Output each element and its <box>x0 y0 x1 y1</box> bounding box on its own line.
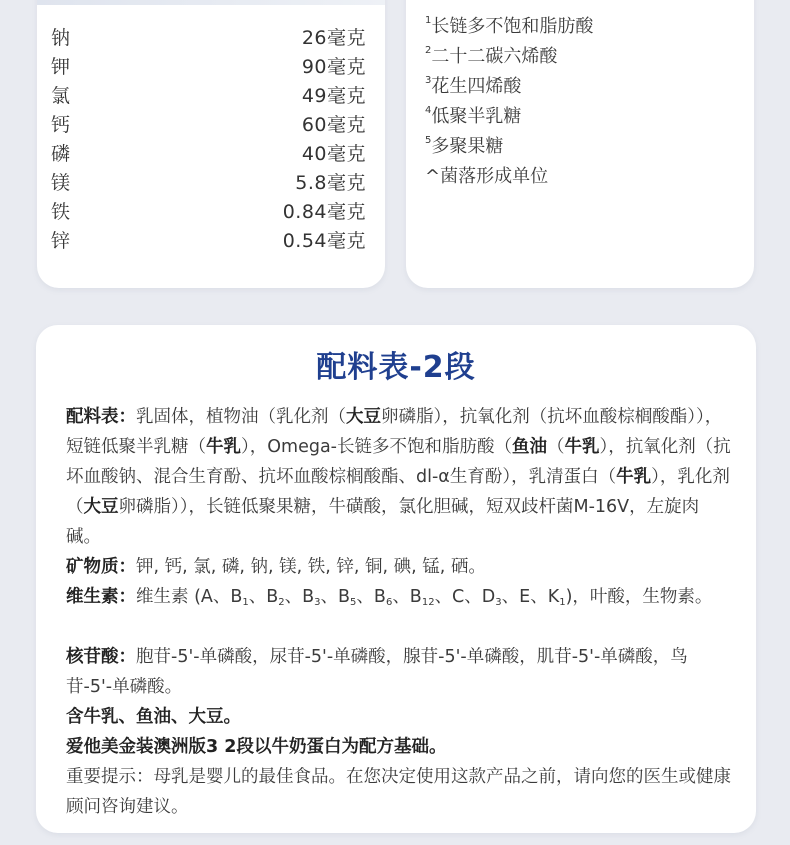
mineral-value: 60毫克 <box>301 114 366 136</box>
mineral-name: 镁 <box>51 172 71 194</box>
footnote-marker: 1 <box>425 15 432 26</box>
vitamins-text: 、E、K <box>501 587 560 607</box>
footnotes-card <box>406 0 754 288</box>
ingredients-label: 配料表： <box>66 407 136 427</box>
ingredients-text: 乳固体，植物油（乳化剂（ <box>136 407 346 427</box>
mineral-value: 26毫克 <box>301 27 366 49</box>
mineral-value: 40毫克 <box>301 143 366 165</box>
mineral-row <box>37 24 385 53</box>
minerals-paragraph <box>66 552 732 582</box>
subscript: 1 <box>559 597 566 608</box>
footnote-text: 花生四烯酸 <box>431 76 522 97</box>
footnote-text: 低聚半乳糖 <box>431 106 522 127</box>
nucleotides-paragraph <box>66 642 732 702</box>
mineral-value: 0.54毫克 <box>282 230 366 252</box>
footnote-text: 长链多不饱和脂肪酸 <box>431 16 594 37</box>
mineral-row <box>37 140 385 169</box>
mineral-value: 90毫克 <box>301 56 366 78</box>
allergen-soy: 大豆 <box>346 407 381 427</box>
ingredients-text: 卵磷脂）），长链低聚果糖，牛磺酸，氯化胆碱，短双歧杆菌M-16V，左旋肉碱。 <box>66 497 700 547</box>
footnote <box>425 134 503 160</box>
mineral-name: 钙 <box>51 114 71 136</box>
mineral-row <box>37 82 385 111</box>
mineral-row <box>37 169 385 198</box>
footnote <box>425 164 548 190</box>
subscript: 2 <box>278 597 285 608</box>
footnote-marker: 2 <box>425 45 432 56</box>
important-notice: 重要提示：母乳是婴儿的最佳食品。在您决定使用这款产品之前，请向您的医生或健康顾问咨询建议。 <box>66 767 731 817</box>
mineral-row <box>37 198 385 227</box>
minerals-text: 钾, 钙, 氯, 磷, 钠, 镁, 铁, 锌, 铜, 碘, 锰, 硒。 <box>136 557 486 577</box>
mineral-value: 5.8毫克 <box>295 172 366 194</box>
nucleotides-text: 胞苷-5'-单磷酸，尿苷-5'-单磷酸，腺苷-5'-单磷酸，肌苷-5'-单磷酸，鸟苷-5'-单磷酸。 <box>66 647 688 697</box>
allergen-milk: 牛乳 <box>616 467 652 487</box>
ingredients-text: 卵磷脂），抗氧化剂（抗坏血酸棕榈酸酯）），短链低聚半乳糖（ <box>66 407 723 457</box>
allergen-statement <box>66 702 732 732</box>
allergen-milk: 牛乳 <box>206 437 241 457</box>
ingredients-text: ），Omega-长链多不饱和脂肪酸（ <box>241 437 512 457</box>
formula-basis-statement <box>66 732 732 762</box>
mineral-name: 氯 <box>51 85 71 107</box>
vitamins-text: )，叶酸，生物素。 <box>565 587 713 607</box>
mineral-name: 磷 <box>51 143 71 165</box>
vitamins-text: 、B <box>356 587 386 607</box>
mineral-value: 49毫克 <box>301 85 366 107</box>
ingredients-text: （ <box>546 437 565 457</box>
footnote <box>425 14 593 40</box>
footnote-marker: 4 <box>425 105 432 116</box>
vitamins-text: 、C、D <box>434 587 496 607</box>
nucleotides-label: 核苷酸： <box>66 647 136 667</box>
footnote-text: 多聚果糖 <box>431 136 504 157</box>
subscript: 3 <box>314 597 321 608</box>
subscript: 1 <box>242 597 249 608</box>
minerals-label: 矿物质： <box>66 557 136 577</box>
mineral-row <box>37 111 385 140</box>
vitamins-text: 、B <box>392 587 422 607</box>
mineral-name: 钠 <box>51 27 71 49</box>
subscript: 3 <box>495 597 502 608</box>
vitamins-text: 、B <box>284 587 315 607</box>
footnote <box>425 44 557 70</box>
ingredients-text: ），抗氧化剂（抗坏血酸钠、混合生育酚、抗坏血酸棕榈酸酯、dl-α生育酚），乳清蛋白（ <box>66 437 731 487</box>
ingredients-title: 配料表-2段 <box>316 350 476 385</box>
footnote-text: 菌落形成单位 <box>440 166 549 187</box>
ingredients-text: ），乳化剂（ <box>66 467 730 517</box>
footnote-marker: 3 <box>425 75 432 86</box>
mineral-row <box>37 53 385 82</box>
subscript: 12 <box>421 597 435 608</box>
allergen-text: 含牛乳、鱼油、大豆。 <box>66 707 241 727</box>
subscript: 5 <box>350 597 357 608</box>
vitamins-text: 、B <box>248 587 279 607</box>
allergen-milk: 牛乳 <box>564 437 600 457</box>
footnote-text: 二十二碳六烯酸 <box>431 46 558 67</box>
footnote-marker: 5 <box>425 135 432 146</box>
card-top-divider <box>37 0 385 5</box>
allergen-fish-oil: 鱼油 <box>511 437 547 457</box>
vitamins-label: 维生素： <box>66 587 136 607</box>
mineral-name: 铁 <box>51 201 71 223</box>
mineral-name: 钾 <box>51 56 71 78</box>
vitamins-paragraph <box>66 582 732 618</box>
footnote-marker: ^ <box>425 166 441 187</box>
ingredients-card <box>36 325 756 833</box>
ingredients-paragraph <box>66 402 732 552</box>
formula-basis-text: 爱他美金装澳洲版3 2段以牛奶蛋白为配方基础。 <box>66 737 447 757</box>
mineral-value: 0.84毫克 <box>282 201 366 223</box>
allergen-soy: 大豆 <box>83 497 119 517</box>
footnote <box>425 104 521 130</box>
footnote <box>425 74 521 100</box>
vitamins-text: 、B <box>320 587 351 607</box>
mineral-row <box>37 227 385 256</box>
vitamins-text: 维生素 (A、B <box>136 587 243 607</box>
subscript: 6 <box>385 597 393 608</box>
minerals-card <box>37 0 385 288</box>
mineral-name: 锌 <box>51 230 71 252</box>
